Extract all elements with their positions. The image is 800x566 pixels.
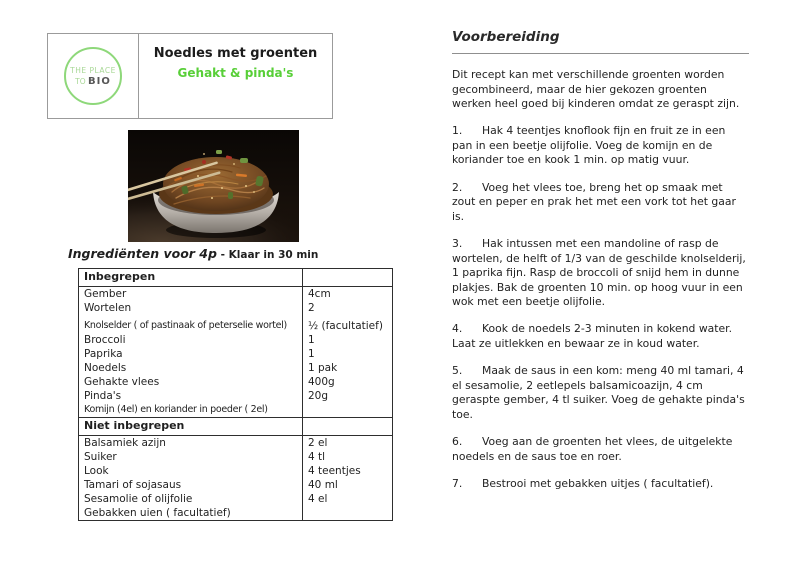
logo-to: TO [75,76,86,86]
ingredient-name: Look [79,464,303,478]
ingredient-qty: 2 el [308,436,328,449]
table-row [79,333,393,347]
table-row [79,361,393,375]
table-row [79,287,393,302]
ingredient-qty: 1 [308,333,315,346]
ingredient-name: Gebakken uien ( facultatief) [79,506,303,521]
step-number: 6. [452,435,463,449]
ingredient-qty [303,506,393,521]
step-text: Hak 4 teentjes knoflook fijn en fruit ze in een pan in een beetje olijfolie. Voeg de komijn en de koriander toe en kook 1 min. op matig vuur. [452,124,726,167]
ingredient-name: Komijn (4el) en koriander in poeder ( 2el) [79,403,303,418]
recipe-title: Noedles met groenten [153,46,318,61]
preparation-step-2 [452,181,749,224]
preparation-step-1 [452,124,749,167]
table-section-header-not-included [79,418,393,436]
preparation-section [452,28,749,492]
table-row [79,492,393,506]
ingredient-name: Paprika [79,347,303,361]
table-row [79,478,393,492]
ingredient-qty: ½ (facultatief) [308,319,383,332]
preparation-step-7 [452,477,749,491]
step-number: 4. [452,322,463,336]
ingredients-table [78,268,393,521]
ingredients-heading-title: Ingrediënten voor 4p [68,246,217,261]
table-row [79,315,393,333]
step-number: 2. [452,180,463,194]
noodle-bowl-illustration [128,130,299,242]
ingredient-name: Broccoli [79,333,303,347]
preparation-step-3 [452,237,749,309]
table-row [79,375,393,389]
ingredient-name: Sesamolie of olijfolie [79,492,303,506]
ingredient-name: Tamari of sojasaus [79,478,303,492]
step-text: Hak intussen met een mandoline of rasp de wortelen, de helft of 1/3 van de geschilde knolselderij, 1 paprika fijn. Rasp de broccoli of snijd hem in dunne plakjes. Bak de groenten 10 min. op hoog vuur in een wok met een beetje olijfolie. [452,237,746,308]
ingredient-qty: 4 tl [308,450,326,463]
ingredient-qty: 20g [308,389,329,402]
table-row [79,301,393,315]
logo-text-line2 [75,76,111,87]
step-text: Kook de noedels 2-3 minuten in kokend water. Laat ze uitlekken en bewaar ze in koud water. [452,322,733,350]
recipe-subtitle: Gehakt & pinda's [177,66,294,80]
table-row [79,389,393,403]
step-text: Voeg het vlees toe, breng het op smaak met zout en peper en prak het met een vork tot het gaar is. [452,180,736,223]
section-label: Inbegrepen [79,269,303,287]
table-row [79,436,393,451]
step-number: 5. [452,364,463,378]
step-text: Bestrooi met gebakken uitjes ( facultatief). [482,477,714,491]
preparation-step-4 [452,322,749,351]
step-number: 7. [452,477,463,491]
title-cell [139,34,332,118]
step-text: Voeg aan de groenten het vlees, de uitgelekte noedels en de saus toe en roer. [452,435,733,463]
header-box [47,33,333,119]
recipe-photo [128,130,299,242]
step-text: Maak de saus in een kom: meng 40 ml tamari, 4 el sesamolie, 2 eetlepels balsamicoazijn, 4 cm geraspte gember, 4 tl suiker. Voeg de gehakte pinda's toe. [452,364,745,421]
ingredient-name: Pinda's [79,389,303,403]
preparation-step-6 [452,435,749,464]
ingredient-qty: 400g [308,375,335,388]
table-row [79,464,393,478]
section-label: Niet inbegrepen [79,418,303,436]
ingredient-name: Gehakte vlees [79,375,303,389]
ingredient-name: Suiker [79,450,303,464]
ingredient-name: Knolselder ( of pastinaak of peterselie wortel) [79,315,303,333]
ingredient-qty: 40 ml [308,478,338,491]
table-row [79,506,393,521]
ingredient-qty: 1 [308,347,315,360]
ingredient-qty: 4 teentjes [308,464,361,477]
ingredient-qty: 4 el [308,492,328,505]
step-number: 1. [452,124,463,138]
preparation-step-5 [452,364,749,422]
ingredient-qty: 1 pak [308,361,338,374]
ingredient-qty: 2 [308,301,315,314]
logo-bio: BIO [88,75,111,87]
table-row [79,347,393,361]
ingredients-heading [68,246,318,261]
table-row [79,403,393,418]
ingredient-name: Noedels [79,361,303,375]
table-section-header-included [79,269,393,287]
ingredient-qty [303,403,393,418]
ingredient-name: Gember [79,287,303,302]
logo-text-line1: THE PLACE [70,65,116,75]
preparation-heading: Voorbereiding [452,28,749,54]
ingredient-name: Balsamiek azijn [79,436,303,451]
preparation-intro: Dit recept kan met verschillende groenten worden gecombineerd, maar de hier gekozen groenten werken heel goed bij kinderen omdat ze geraspt zijn. [452,68,740,110]
table-row [79,450,393,464]
ingredient-qty: 4cm [308,287,331,300]
logo-cell [48,34,139,118]
step-number: 3. [452,237,463,251]
ingredient-name: Wortelen [79,301,303,315]
prep-time-label: - Klaar in 30 min [216,249,319,261]
brand-logo [64,47,122,105]
